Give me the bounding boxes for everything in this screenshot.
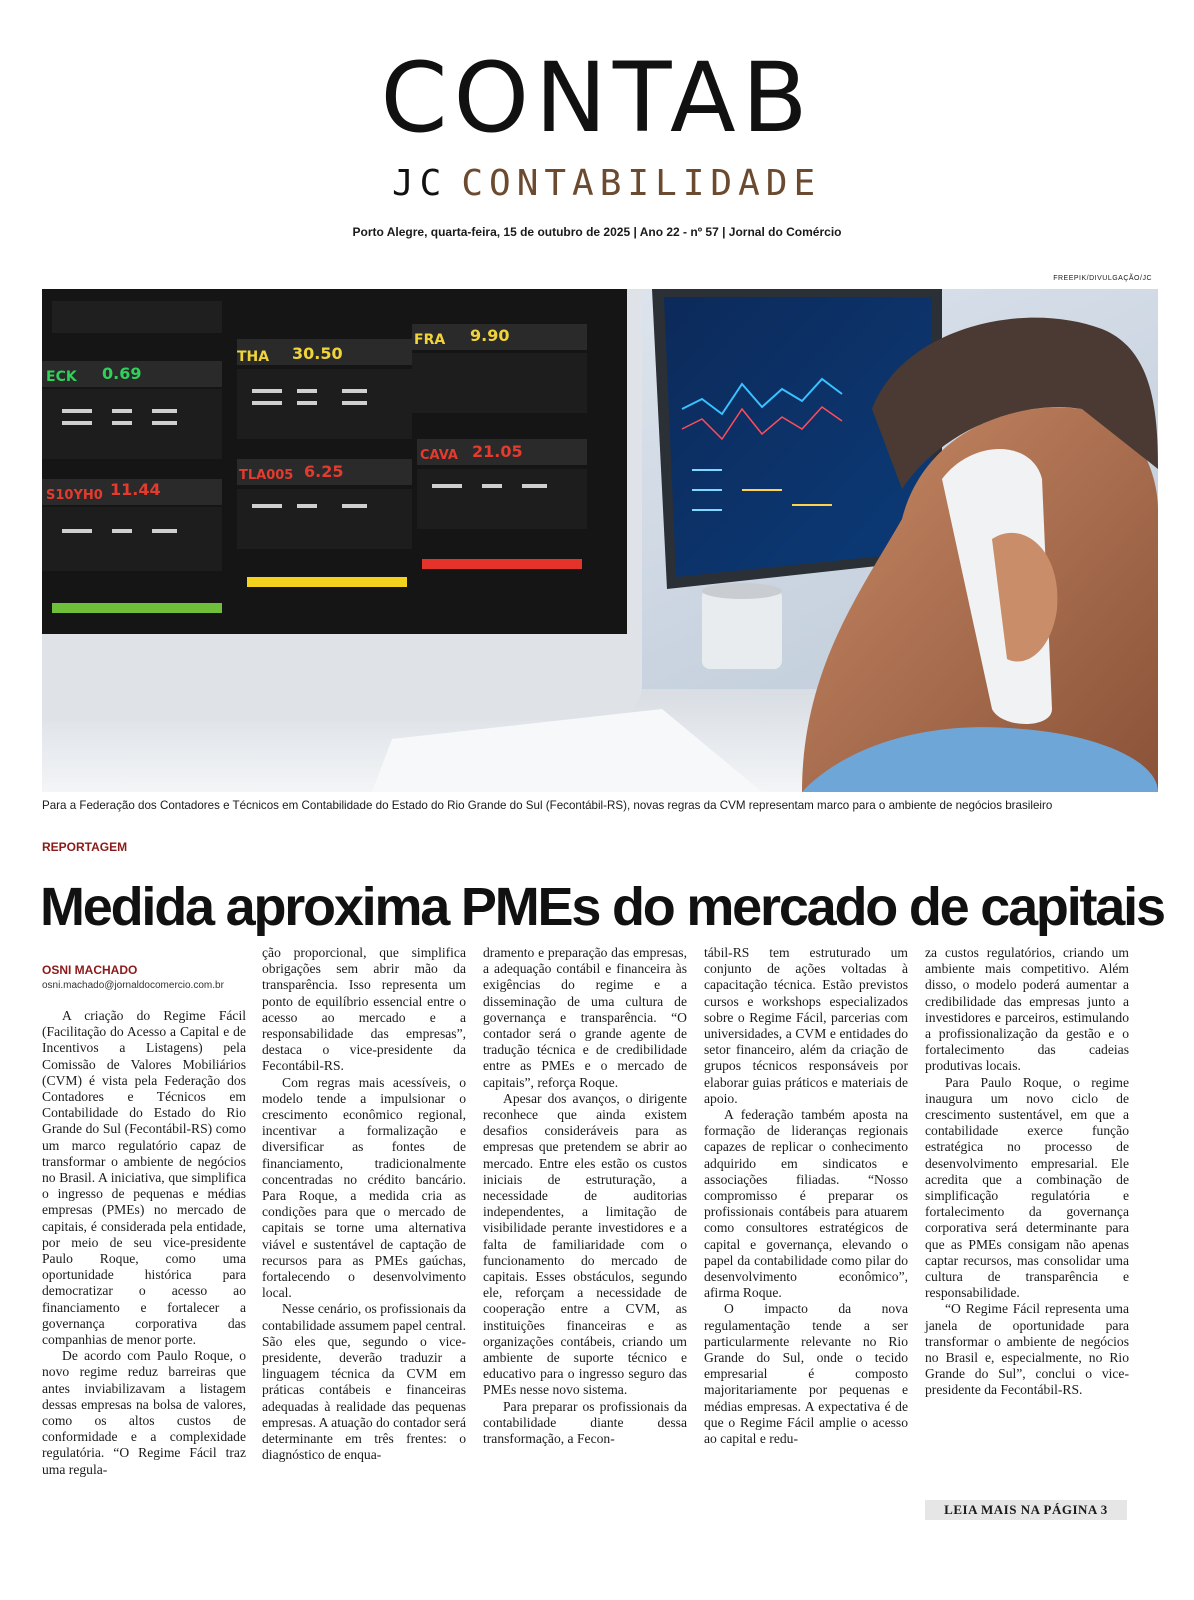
headline: Medida aproxima PMEs do mercado de capitais — [40, 877, 1164, 937]
lead-photo — [42, 289, 1158, 792]
ticker-val: 30.50 — [292, 344, 343, 363]
paragraph: A federação também aposta na formação de lideranças regionais capazes de replicar o conhecimento adquirido em sindicatos e associações filiadas. “Nosso compromisso é preparar os profissionais contábeis para atuarem como consultores estratégicos de capital e governança, elevando o papel da contabilidade como pilar do desenvolvimento econômico”, afirma Roque. — [704, 1107, 908, 1301]
article-column-2 — [262, 945, 466, 1464]
ticker-val: 21.05 — [472, 442, 523, 461]
section-tag: REPORTAGEM — [42, 840, 128, 854]
masthead-logo: CONTAB — [380, 42, 814, 154]
paragraph: Para Paulo Roque, o regime inaugura um novo ciclo de crescimento sustentável, em que a contabilidade exerce função estratégica no processo de desenvolvimento empresarial. Ele acredita que a combinação de simplificação regulatória e fortalecimento da governança corporativa será determinante para que as PMEs consigam não apenas captar recursos, mas consolidar uma cultura de transparência e responsabilidade. — [925, 1074, 1129, 1301]
ticker-val: 6.25 — [304, 462, 344, 481]
continue-reading-link[interactable]: LEIA MAIS NA PÁGINA 3 — [925, 1500, 1127, 1520]
paragraph: dramento e preparação das empresas, a adequação contábil e financeira às exigências do regime e a disseminação de uma cultura de governança e transparência. “O contador será o grande agente de tradução técnica e de credibilidade entre as PMEs e o mercado de capitais”, reforça Roque. — [483, 945, 687, 1090]
paragraph: Nesse cenário, os profissionais da contabilidade assumem papel central. São eles que, segundo o vice-presidente, deverão traduzir a linguagem técnica da CVM em práticas contábeis e financeiras adequadas à realidade das pequenas empresas. A atuação do contador será determinante em três frentes: o diagnóstico de enqua- — [262, 1301, 466, 1463]
ticker-sym: THA — [237, 349, 270, 365]
ticker-val: 11.44 — [110, 480, 161, 499]
author-email[interactable]: osni.machado@jornaldocomercio.com.br — [42, 980, 224, 991]
paragraph: A criação do Regime Fácil (Facilitação do Acesso a Capital e de Incentivos a Listagens) pela Comissão de Valores Mobiliários (CVM) é vista pela Federação dos Contadores e Técnicos em Contabilidade do Estado do Rio Grande do Sul (Fecontábil-RS) como um marco regulatório capaz de transformar o ambiente de negócios no Brasil. A iniciativa, que simplifica o ingresso de pequenas e médias empresas (PMEs) no mercado de capitais, é considerada pela entidade, por meio de seu vice-presidente Paulo Roque, como uma oportunidade histórica para democratizar o acesso ao financiamento e fortalecer a governança corporativa das companhias de menor porte. — [42, 1008, 246, 1348]
dateline: Porto Alegre, quarta-feira, 15 de outubro de 2025 | Ano 22 - nº 57 | Jornal do Comércio — [352, 225, 842, 239]
ticker-sym: FRA — [414, 332, 446, 348]
photo-caption: Para a Federação dos Contadores e Técnicos em Contabilidade do Estado do Rio Grande do Sul (Fecontábil-RS), novas regras da CVM representam marco para o ambiente de negócios brasileiro — [42, 799, 1053, 812]
jc-label: JC — [392, 163, 448, 204]
article-column-3 — [483, 945, 687, 1447]
paragraph: ção proporcional, que simplifica obrigações sem abrir mão da transparência. Isso representa um ponto de equilíbrio essencial entre o acesso ao mercado e a responsabilidade das empresas”, destaca o vice-presidente da Fecontábil-RS. — [262, 945, 466, 1074]
paragraph: Apesar dos avanços, o dirigente reconhece que ainda existem desafios consideráveis para as empresas que pretendem se abrir ao mercado. Entre eles estão os custos iniciais de estruturação, a necessidade de auditorias independentes, a limitação de visibilidade perante investidores e a falta de familiaridade com o funcionamento do mercado de capitais. Esses obstáculos, segundo ele, reforçam a necessidade de cooperação entre a CVM, as instituições financeiras e as organizações contábeis, criando um ambiente de suporte técnico e educativo para o ingresso seguro das PMEs nesse novo sistema. — [483, 1090, 687, 1398]
masthead-subtitle — [392, 163, 822, 204]
photo-credit: FREEPIK/DIVULGAÇÃO/JC — [1053, 275, 1152, 282]
ticker-sym: CAVA — [420, 448, 458, 463]
paragraph: De acordo com Paulo Roque, o novo regime reduz barreiras que antes inviabilizavam a listagem dessas empresas na bolsa de valores, como os altos custos de conformidade e a complexidade regulatória. “O Regime Fácil traz uma regula- — [42, 1348, 246, 1477]
ticker-sym: S10YH0 — [46, 488, 103, 503]
paragraph: O impacto da nova regulamentação tende a ser particularmente relevante no Rio Grande do Sul, onde o tecido empresarial é composto majoritariamente por pequenas e médias empresas. A expectativa é de que o Regime Fácil amplie o acesso ao capital e redu- — [704, 1301, 908, 1447]
section-label: CONTABILIDADE — [461, 163, 822, 204]
trading-desk-illustration — [42, 289, 1158, 792]
paragraph: tábil-RS tem estruturado um conjunto de ações voltadas à capacitação técnica. Estão previstos cursos e workshops especializados sobre o Regime Fácil, parcerias com universidades, a CVM e entidades do setor financeiro, além da criação de grupos técnicos responsáveis por elaborar guias práticos e materiais de apoio. — [704, 945, 908, 1106]
ticker-sym: TLA005 — [239, 468, 294, 483]
paragraph: “O Regime Fácil representa uma janela de oportunidade para transformar o ambiente de negócios no Brasil e, especialmente, no Rio Grande do Sul”, conclui o vice-presidente da Fecontábil-RS. — [925, 1301, 1129, 1398]
article-column-4 — [704, 945, 908, 1447]
paragraph: Para preparar os profissionais da contabilidade diante dessa transformação, a Fecon- — [483, 1398, 687, 1447]
ticker-val: 0.69 — [102, 364, 142, 383]
byline: OSNI MACHADO — [42, 963, 138, 977]
article-column-5 — [925, 945, 1129, 1399]
ticker-val: 9.90 — [470, 326, 510, 345]
article-column-1 — [42, 1008, 246, 1478]
paragraph: za custos regulatórios, criando um ambiente mais competitivo. Além disso, o modelo poderá aumentar a credibilidade das empresas junto a investidores e parceiros, estimulando a profissionalização da gestão e o fortalecimento das cadeias produtivas locais. — [925, 945, 1129, 1074]
ticker-sym: ECK — [46, 369, 77, 385]
paragraph: Com regras mais acessíveis, o modelo tende a impulsionar o crescimento econômico regional, incentivar a formalização e diversificar as fontes de financiamento, tradicionalmente concentradas no crédito bancário. Para Roque, a medida cria as condições para que o mercado de capitais se torne uma alternativa viável e sustentável de captação de recursos para as PMEs gaúchas, fortalecendo o desenvolvimento local. — [262, 1074, 466, 1301]
